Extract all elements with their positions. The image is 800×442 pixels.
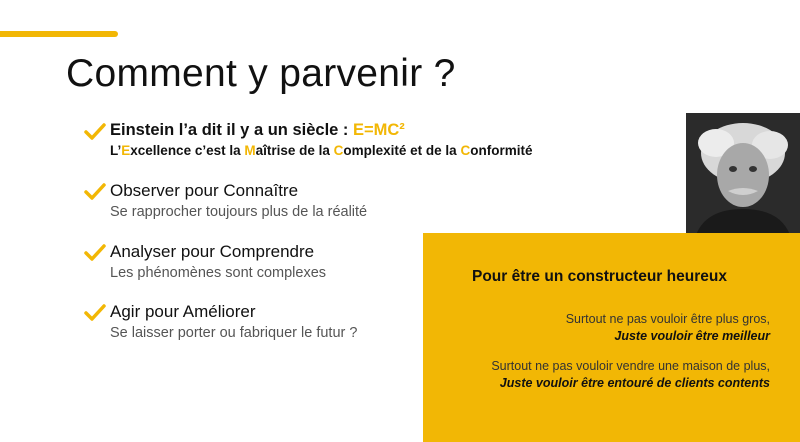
bullet-subtext: Les phénomènes sont complexes [110, 265, 327, 281]
sub-part: onformité [470, 143, 533, 158]
bullet-heading: Analyser pour Comprendre [110, 242, 315, 261]
sub-initial: E [121, 143, 131, 158]
highlight-panel [423, 233, 800, 442]
slide-title: Comment y parvenir ? [66, 52, 456, 95]
bullet-subtext: Se laisser porter ou fabriquer le futur ? [110, 325, 358, 341]
sub-part: omplexité et de la [343, 143, 461, 158]
check-icon [84, 244, 106, 262]
check-icon [84, 123, 106, 141]
sub-initial: C [460, 143, 471, 158]
check-icon [84, 304, 106, 322]
panel-line-emphasis: Juste vouloir être entouré de clients contents [499, 376, 770, 390]
sub-part: L’ [110, 143, 122, 158]
bullet-heading-text: Einstein l’a dit il y a un siècle : [110, 121, 353, 139]
check-icon [84, 183, 106, 201]
bullet-heading [110, 121, 405, 140]
portrait-illustration [686, 113, 800, 235]
sub-initial: C [333, 143, 344, 158]
formula-text: E=MC² [353, 121, 405, 139]
panel-line: Surtout ne pas vouloir être plus gros, [565, 312, 770, 326]
panel-line: Surtout ne pas vouloir vendre une maison de plus, [491, 359, 770, 373]
panel-title: Pour être un constructeur heureux [472, 268, 727, 285]
bullet-subtext [110, 143, 532, 158]
sub-part: aîtrise de la [255, 143, 334, 158]
panel-line-emphasis: Juste vouloir être meilleur [614, 329, 770, 343]
einstein-portrait [686, 113, 800, 235]
bullet-subtext: Se rapprocher toujours plus de la réalité [110, 204, 368, 220]
bullet-heading: Agir pour Améliorer [110, 302, 256, 321]
bullet-heading: Observer pour Connaître [110, 181, 299, 200]
sub-part: xcellence c’est la [130, 143, 245, 158]
accent-bar [0, 31, 118, 37]
sub-initial: M [244, 143, 256, 158]
